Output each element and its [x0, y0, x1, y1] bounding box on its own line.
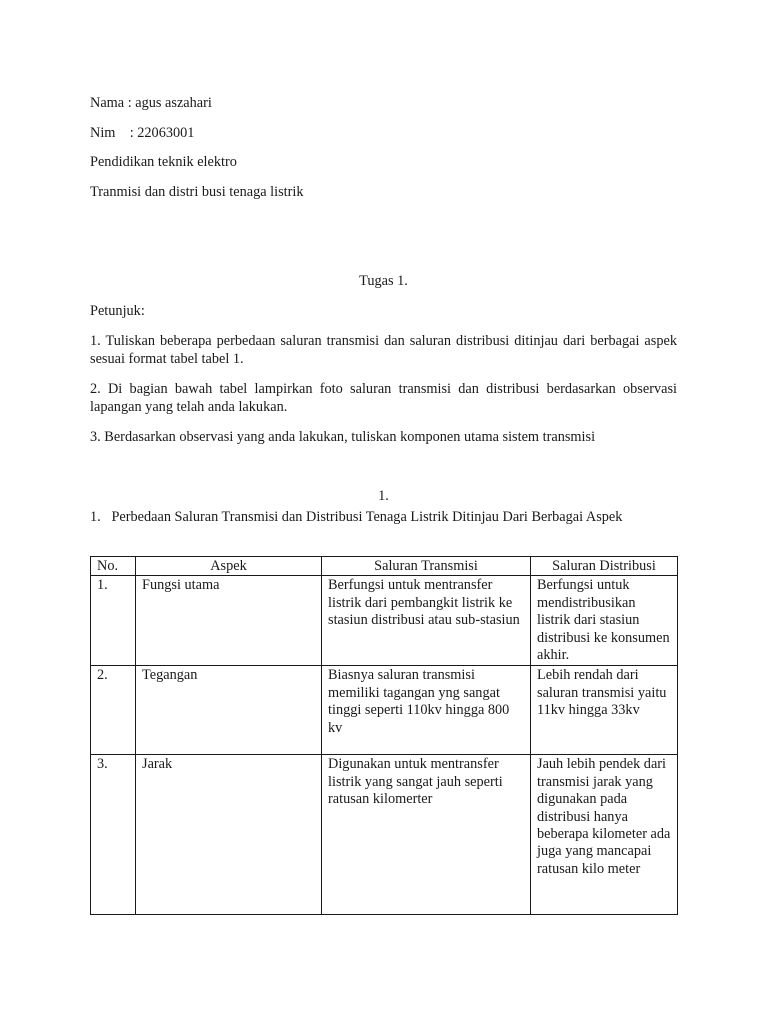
- header-transmisi: Saluran Transmisi: [322, 557, 531, 576]
- table-row: [91, 666, 678, 755]
- section-number: 1.: [378, 488, 389, 504]
- instruction-item: 1. Tuliskan beberapa perbedaan saluran transmisi dan saluran distribusi ditinjau dari berbagai aspek sesuai format tabel tabel 1.: [90, 333, 677, 367]
- cell-distribusi: Jauh lebih pendek dari transmisi jarak yang digunakan pada distribusi hanya beberapa kilometer ada juga yang mancapai ratusan kilo meter: [531, 755, 678, 915]
- study-program: Pendidikan teknik elektro: [90, 154, 237, 170]
- cell-distribusi: Berfungsi untuk mendistribusikan listrik dari stasiun distribusi ke konsumen akhir.: [531, 576, 678, 666]
- table-row: [91, 755, 678, 915]
- header-aspek: Aspek: [136, 557, 322, 576]
- cell-aspek: Jarak: [136, 755, 322, 915]
- course-name: Tranmisi dan distri busi tenaga listrik: [90, 184, 304, 200]
- table-row: [91, 576, 678, 666]
- header-no: No.: [91, 557, 136, 576]
- instructions-label: Petunjuk:: [90, 303, 145, 319]
- cell-no: 2.: [91, 666, 136, 755]
- cell-no: 1.: [91, 576, 136, 666]
- cell-transmisi: Berfungsi untuk mentransfer listrik dari pembangkit listrik ke stasiun distribusi atau sub-stasiun: [322, 576, 531, 666]
- cell-transmisi: Digunakan untuk mentransfer listrik yang sangat jauh seperti ratusan kilomerter: [322, 755, 531, 915]
- comparison-table: [90, 556, 678, 915]
- cell-transmisi: Biasnya saluran transmisi memiliki tagangan yng sangat tinggi seperti 110kv hingga 800 kv: [322, 666, 531, 755]
- table-header-row: [91, 557, 678, 576]
- assignment-title: Tugas 1.: [359, 273, 408, 289]
- cell-distribusi: Lebih rendah dari saluran transmisi yaitu 11kv hingga 33kv: [531, 666, 678, 755]
- student-name: Nama : agus aszahari: [90, 95, 212, 111]
- student-nim: Nim : 22063001: [90, 125, 195, 141]
- cell-aspek: Fungsi utama: [136, 576, 322, 666]
- section-heading: 1. Perbedaan Saluran Transmisi dan Distribusi Tenaga Listrik Ditinjau Dari Berbagai Aspek: [90, 509, 623, 525]
- header-distribusi: Saluran Distribusi: [531, 557, 678, 576]
- cell-no: 3.: [91, 755, 136, 915]
- instruction-item: 3. Berdasarkan observasi yang anda lakukan, tuliskan komponen utama sistem transmisi: [90, 429, 596, 445]
- cell-aspek: Tegangan: [136, 666, 322, 755]
- instruction-item: 2. Di bagian bawah tabel lampirkan foto saluran transmisi dan distribusi berdasarkan observasi lapangan yang telah anda lakukan.: [90, 381, 677, 415]
